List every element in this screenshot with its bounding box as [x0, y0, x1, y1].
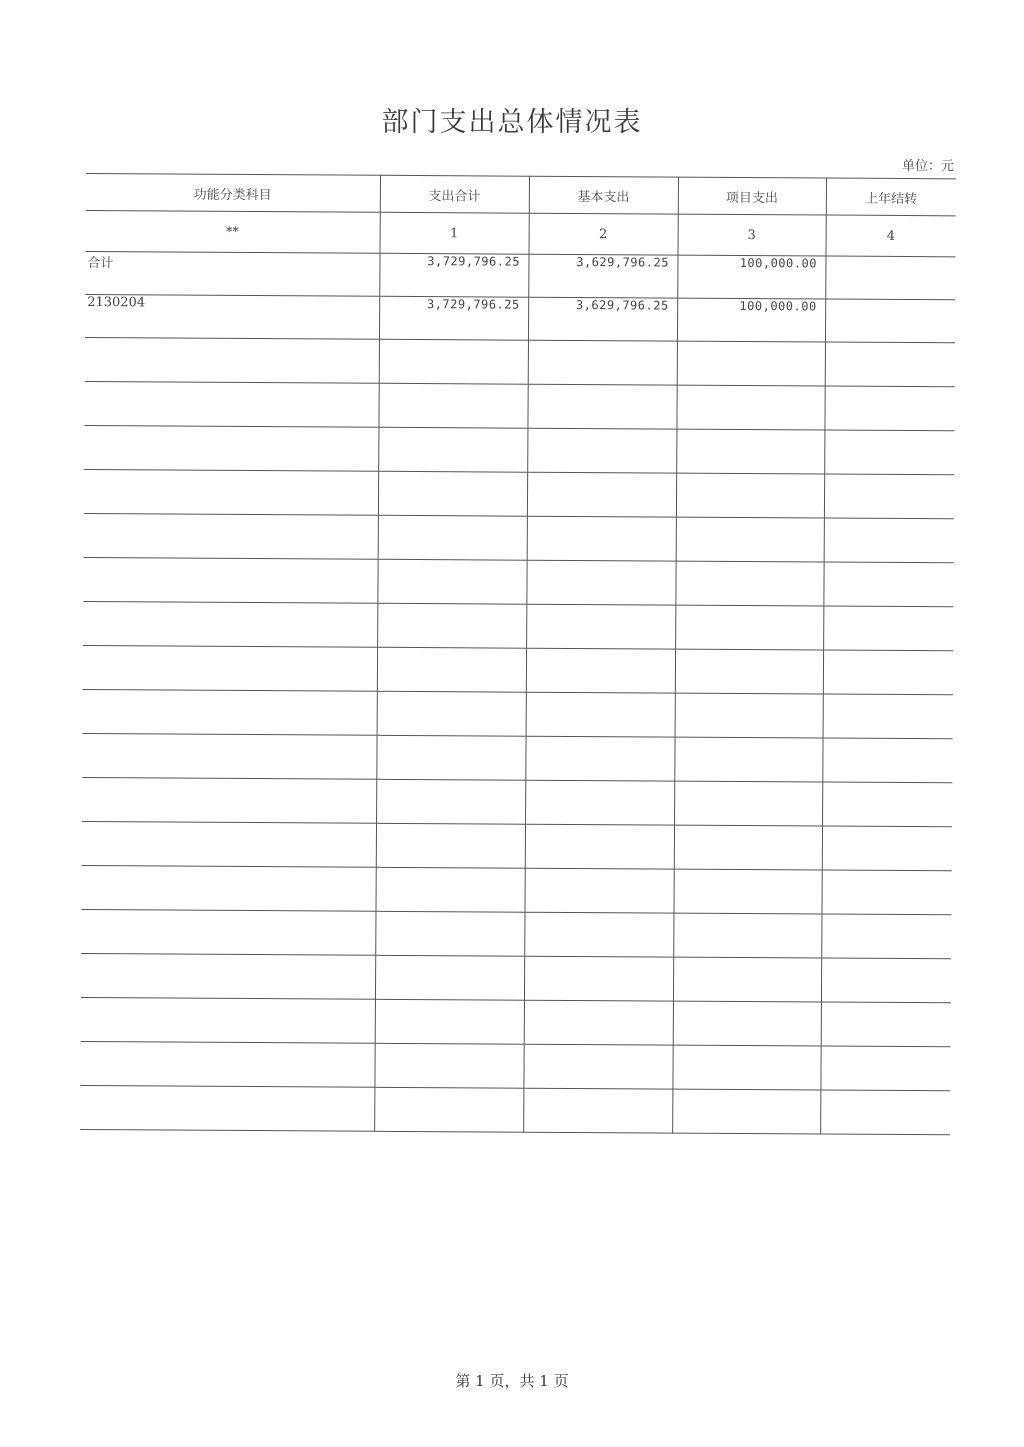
table-row [85, 294, 955, 342]
empty-cell [674, 825, 822, 870]
table-header-row [86, 173, 956, 215]
empty-cell [524, 1000, 673, 1045]
empty-table-row [85, 337, 955, 386]
empty-cell [524, 912, 673, 957]
empty-cell [375, 955, 524, 1000]
empty-cell [676, 429, 824, 474]
empty-cell [822, 826, 952, 871]
subject-cell: 2130204 [85, 294, 379, 339]
empty-cell [376, 779, 525, 824]
empty-cell [527, 428, 676, 473]
empty-cell [674, 737, 822, 782]
expenditure-table-wrapper [80, 173, 956, 1135]
empty-cell [675, 649, 823, 694]
empty-table-row [83, 645, 953, 694]
empty-cell [824, 430, 954, 475]
empty-cell [673, 913, 821, 958]
carryover-cell [825, 256, 955, 300]
empty-cell [81, 909, 375, 955]
empty-cell [377, 691, 526, 736]
empty-cell [81, 997, 375, 1043]
empty-cell [84, 425, 378, 471]
empty-cell [675, 605, 823, 650]
empty-table-row [82, 865, 952, 914]
empty-cell [821, 914, 951, 959]
basic-cell: 3,629,796.25 [528, 254, 677, 298]
empty-cell [676, 473, 824, 518]
empty-cell [378, 383, 527, 428]
total-cell: 3,729,796.25 [379, 253, 528, 297]
empty-cell [379, 339, 528, 384]
empty-cell [821, 1002, 951, 1047]
empty-table-row [82, 733, 952, 782]
empty-cell [673, 957, 821, 1002]
carryover-cell [825, 299, 955, 343]
empty-cell [677, 341, 825, 386]
empty-table-row [81, 997, 951, 1046]
empty-cell [377, 647, 526, 692]
empty-cell [376, 735, 525, 780]
empty-cell [83, 601, 377, 647]
empty-cell [82, 821, 376, 867]
empty-cell [820, 1046, 950, 1091]
empty-cell [676, 385, 824, 430]
empty-cell [526, 692, 675, 737]
empty-table-row [80, 1041, 950, 1090]
empty-cell [82, 733, 376, 779]
empty-cell [375, 911, 524, 956]
empty-cell [672, 1045, 820, 1090]
empty-cell [527, 472, 676, 517]
empty-cell [823, 606, 953, 651]
empty-table-row [83, 689, 953, 738]
empty-table-row [84, 513, 954, 562]
empty-cell [821, 870, 951, 915]
empty-cell [84, 469, 378, 515]
index-cell: 3 [678, 214, 826, 256]
empty-cell [824, 518, 954, 563]
empty-table-row [81, 909, 951, 958]
empty-table-row [84, 381, 954, 430]
empty-cell [823, 694, 953, 739]
index-cell: 4 [826, 215, 956, 257]
empty-cell [524, 956, 673, 1001]
empty-cell [820, 1090, 950, 1135]
empty-cell [523, 1088, 672, 1133]
project-cell: 100,000.00 [677, 298, 825, 342]
basic-cell: 3,629,796.25 [528, 297, 677, 341]
empty-cell [378, 427, 527, 472]
expenditure-table [80, 173, 956, 1135]
empty-cell [673, 1001, 821, 1046]
empty-cell [676, 517, 824, 562]
empty-cell [822, 782, 952, 827]
index-cell: 2 [529, 213, 678, 255]
empty-cell [528, 340, 677, 385]
empty-cell [83, 557, 377, 603]
empty-cell [376, 823, 525, 868]
empty-cell [83, 645, 377, 691]
empty-cell [525, 780, 674, 825]
empty-cell [824, 386, 954, 431]
header-subject: 功能分类科目 [86, 173, 380, 212]
empty-table-row [82, 777, 952, 826]
empty-cell [527, 516, 676, 561]
empty-cell [84, 513, 378, 559]
project-cell: 100,000.00 [677, 255, 825, 299]
header-carryover: 上年结转 [826, 178, 956, 216]
blank-rows [80, 337, 955, 1134]
empty-cell [821, 958, 951, 1003]
page-footer: 第 1 页，共 1 页 [455, 1372, 569, 1390]
empty-cell [82, 777, 376, 823]
empty-cell [378, 471, 527, 516]
index-cell: 1 [380, 212, 529, 254]
header-total: 支出合计 [380, 175, 529, 213]
empty-cell [525, 824, 674, 869]
empty-table-row [83, 601, 953, 650]
empty-cell [80, 1041, 374, 1087]
empty-cell [822, 738, 952, 783]
empty-cell [526, 604, 675, 649]
empty-cell [81, 953, 375, 999]
empty-cell [825, 342, 955, 387]
unit-label: 单位：元 [901, 159, 954, 174]
empty-cell [523, 1044, 672, 1089]
empty-table-row [84, 425, 954, 474]
empty-cell [83, 689, 377, 735]
header-basic: 基本支出 [529, 176, 678, 214]
empty-cell [674, 781, 822, 826]
empty-cell [526, 648, 675, 693]
empty-cell [524, 868, 673, 913]
empty-cell [824, 474, 954, 519]
empty-table-row [81, 953, 951, 1002]
empty-cell [375, 867, 524, 912]
empty-cell [375, 999, 524, 1044]
empty-cell [823, 562, 953, 607]
empty-cell [527, 384, 676, 429]
total-cell: 3,729,796.25 [379, 296, 528, 340]
empty-cell [377, 559, 526, 604]
empty-cell [85, 337, 379, 383]
empty-cell [378, 515, 527, 560]
empty-cell [675, 693, 823, 738]
empty-cell [374, 1043, 523, 1088]
empty-cell [673, 869, 821, 914]
empty-cell [80, 1085, 374, 1131]
index-cell: ** [86, 210, 380, 253]
subject-cell: 合计 [85, 251, 379, 296]
header-project: 项目支出 [678, 177, 826, 215]
empty-cell [82, 865, 376, 911]
table-index-row [86, 210, 956, 256]
empty-cell [675, 561, 823, 606]
empty-table-row [84, 469, 954, 518]
empty-cell [525, 736, 674, 781]
empty-cell [526, 560, 675, 605]
empty-cell [672, 1089, 820, 1134]
document-title: 部门支出总体情况表 [381, 107, 643, 138]
empty-cell [374, 1087, 523, 1132]
empty-cell [84, 381, 378, 427]
empty-table-row [83, 557, 953, 606]
table-row [85, 251, 955, 299]
empty-cell [823, 650, 953, 695]
empty-table-row [82, 821, 952, 870]
empty-table-row [80, 1085, 950, 1134]
empty-cell [377, 603, 526, 648]
